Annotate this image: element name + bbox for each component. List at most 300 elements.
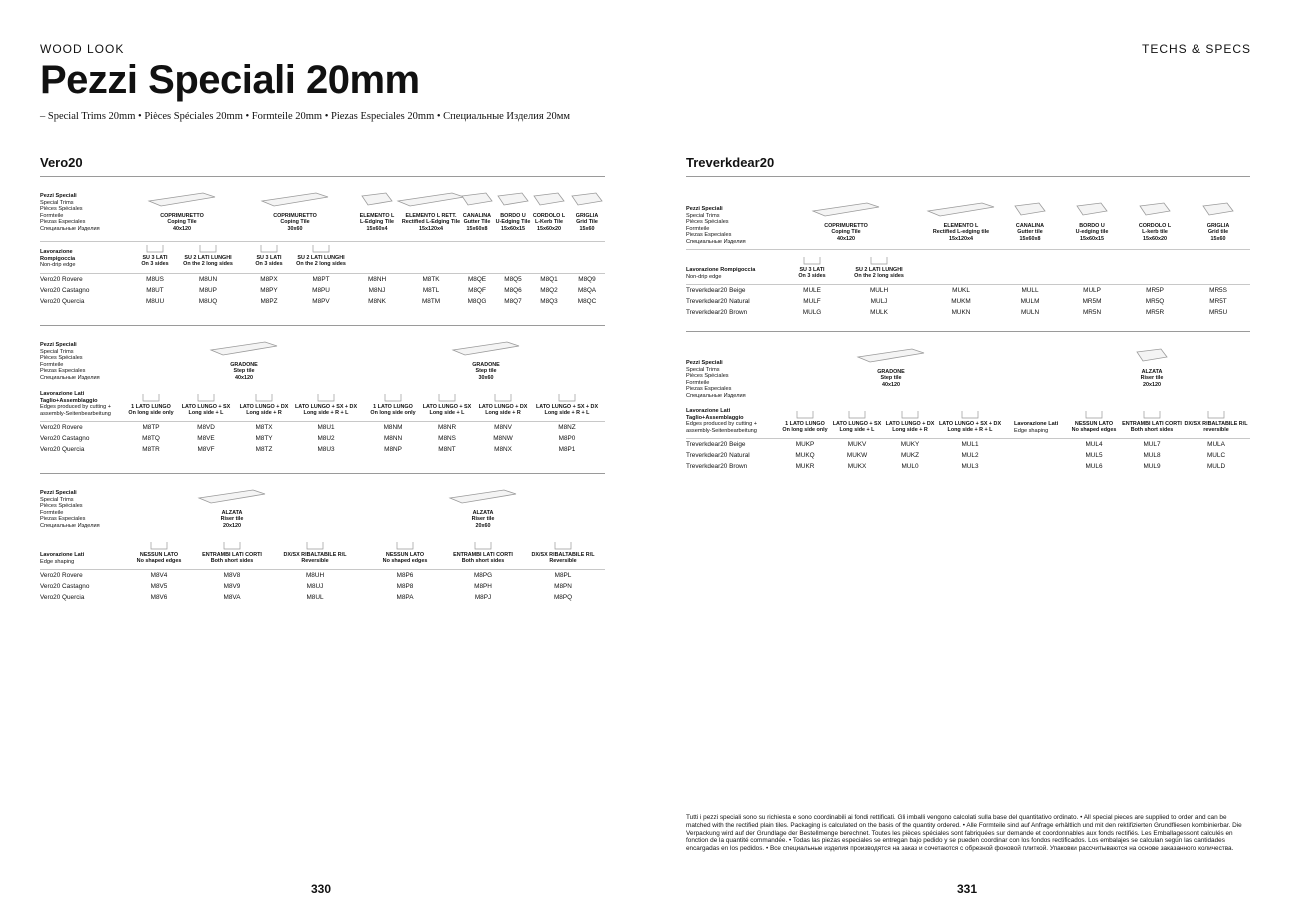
vero-t2-labels-line: Special Trims — [40, 348, 74, 355]
vero-t2-edge-option-5-a: LATO LUNGO + SX — [422, 404, 472, 410]
vero-title-rule — [40, 176, 605, 177]
vero-t1-code-cell: M8Q2 — [540, 287, 558, 294]
vero-u-edging-size: 15x60x15 — [501, 225, 525, 232]
vero-t2-edge-option-2 — [240, 404, 289, 417]
trev-step-40x120-name: GRADONE — [877, 369, 905, 375]
trev-t2-code-cell: MUL0 — [901, 463, 919, 470]
vero-l-kerb-name: CORDOLO L — [532, 213, 566, 219]
section-kicker-right: TECHS & SPECS — [1142, 42, 1252, 56]
vero-t1-rows-rule — [40, 273, 605, 274]
trev-t2-code-cell: MUL6 — [1085, 463, 1103, 470]
vero-t1-sub-2-long-a-a: SU 2 LATI LUNGHI — [184, 255, 232, 261]
trev-t2-option-6-edge-icon — [1207, 410, 1225, 419]
vero-t2-edge-option-0-edge-icon — [142, 393, 160, 402]
vero-t1-sub-3-sides-a-edge-icon — [146, 244, 164, 253]
vero-t2-code-cell: M8TR — [142, 446, 160, 453]
trev-t2-rows-rule — [686, 438, 1250, 439]
vero-t2-edge-option-6-b: Long side + R — [485, 410, 521, 417]
trev-t2-row-label: Treverkdear20 Beige — [686, 441, 746, 448]
trev-grid-name: GRIGLIA — [1206, 223, 1230, 229]
trev-t2-code-cell: MUKW — [846, 452, 868, 459]
vero-t2-edge-option-3-edge-icon — [317, 393, 335, 402]
trev-t1-sub-3-sides — [798, 267, 825, 280]
vero-t2-code-cell: M8P0 — [558, 435, 576, 442]
vero-grid — [576, 213, 598, 232]
trev-t2-labels — [686, 360, 746, 400]
trev-t1-lav-labels-line: Lavorazione Rompigoccia — [686, 267, 756, 273]
vero-t2-edge-option-5-b: Long side + L — [429, 410, 465, 417]
trev-t1-code-cell: MULH — [869, 287, 889, 294]
trev-t1-sub-2-long-edge-icon — [870, 256, 888, 265]
vero-t1-code-cell: M8PV — [312, 298, 330, 305]
vero-t3-shape-option-2 — [284, 552, 347, 565]
vero-t1-code-cell: M8Q5 — [504, 276, 522, 283]
page-subtitle: – Special Trims 20mm • Pièces Spéciales 20mm • Formteile 20mm • Piezas Especiales 20mm • Специальные Изделия 20мм — [40, 111, 571, 122]
vero-t1-labels — [40, 193, 100, 233]
vero-t2-code-cell: M8NS — [438, 435, 456, 442]
vero-step-40x120 — [230, 362, 258, 381]
trev-u-edging — [1076, 223, 1109, 242]
vero-riser-20x120-size: 20x120 — [223, 522, 241, 529]
trev-t2-code-cell: MUL9 — [1143, 463, 1161, 470]
trev-t2-option-5 — [1122, 421, 1182, 434]
trev-t2-option-4 — [1072, 421, 1117, 434]
trev-step-40x120-drawing — [856, 345, 926, 365]
trev-t1-labels-line: Piezas Especiales — [686, 232, 732, 239]
trev-gutter-en: Gutter tile — [1017, 229, 1043, 236]
trev-t1-code-cell: MULF — [803, 298, 821, 305]
vero-t2-edge-option-7 — [536, 404, 598, 417]
vero-t2-lati-labels — [40, 391, 111, 417]
trev-t2-option-4-a: NESSUN LATO — [1074, 421, 1114, 427]
trev-t1-labels-line: Pezzi Speciali — [686, 206, 723, 212]
trev-t1-sub-3-sides-b: On 3 sides — [798, 273, 826, 280]
trev-t2-option-1-edge-icon — [848, 410, 866, 419]
page-title: Pezzi Speciali 20mm — [40, 58, 420, 102]
vero-section-title: Vero20 — [40, 155, 83, 170]
vero-t1-code-cell: M8UN — [198, 276, 218, 283]
vero-t1-code-cell: M8PT — [312, 276, 330, 283]
vero-t2-code-cell: M8U1 — [317, 424, 335, 431]
trev-coping-40x120-size: 40x120 — [837, 235, 855, 242]
vero-t3-shape-option-4-edge-icon — [474, 541, 492, 550]
trev-t1-sub-3-sides-a: SU 3 LATI — [799, 267, 825, 273]
trev-u-edging-en: U-edging tile — [1075, 229, 1109, 236]
trev-t1-code-cell: MUKN — [951, 309, 971, 316]
vero-t1-sub-3-sides-b-edge-icon — [260, 244, 278, 253]
vero-t2-code-cell: M8TP — [142, 424, 160, 431]
trev-t2-labels-line: Formteile — [686, 379, 710, 386]
vero-t3-code-cell: M8V6 — [150, 594, 168, 601]
vero-t1-code-cell: M8Q3 — [540, 298, 558, 305]
trev-t2-edge-labels-line: Lavorazione Lati — [1014, 421, 1059, 427]
vero-t1-code-cell: M8PZ — [260, 298, 278, 305]
trev-t1-labels-line: Специальные Изделия — [686, 238, 746, 245]
trev-t2-option-4-b: No shaped edges — [1071, 427, 1117, 434]
vero-t1-sub-3-sides-a-a: SU 3 LATI — [142, 255, 168, 261]
trev-t2-code-cell: MUKX — [847, 463, 867, 470]
vero-t3-labels-line: Специальные Изделия — [40, 522, 100, 529]
vero-t2-edge-option-7-b: Long side + R + L — [544, 410, 590, 417]
vero-t2-edge-option-6 — [479, 404, 528, 417]
vero-divider-1 — [40, 325, 605, 326]
trev-l-kerb-en: L-kerb tile — [1142, 229, 1168, 236]
trev-coping-40x120-en: Coping Tile — [831, 229, 861, 236]
vero-t3-shape-option-0 — [137, 552, 182, 565]
vero-u-edging — [496, 213, 531, 232]
vero-riser-20x120-name: ALZATA — [221, 510, 243, 516]
vero-coping-30x60-name: COPRIMURETTO — [273, 213, 317, 219]
vero-t2-edge-option-3-a: LATO LUNGO + SX + DX — [294, 404, 358, 410]
trev-t2-lati-labels-line: Taglio+Assemblaggio — [686, 414, 744, 421]
vero-t1-lav-labels-line: Non-drip edge — [40, 262, 76, 269]
vero-t1-code-cell: M8PY — [260, 287, 278, 294]
vero-t2-row-label: Vero20 Quercia — [40, 446, 85, 453]
trev-t1-sub-2-long-b: On the 2 long sides — [854, 273, 904, 280]
vero-t2-edge-option-2-a: LATO LUNGO + DX — [239, 404, 289, 410]
vero-riser-20x120-en: Riser tile — [220, 516, 244, 523]
trev-t2-code-cell: MUKP — [795, 441, 815, 448]
vero-t2-code-cell: M8TX — [255, 424, 273, 431]
vero-grid-drawing — [570, 189, 604, 209]
vero-t2-code-cell: M8U3 — [317, 446, 335, 453]
vero-t2-edge-option-4-edge-icon — [384, 393, 402, 402]
trev-t2-option-2-a: LATO LUNGO + DX — [885, 421, 935, 427]
trev-t1-code-cell: MR5R — [1145, 309, 1165, 316]
vero-t3-labels-line: Pezzi Speciali — [40, 490, 77, 496]
trev-t2-labels-line: Pièces Spéciales — [686, 373, 729, 380]
trev-t1-labels — [686, 206, 746, 246]
vero-t1-code-cell: M8Q6 — [504, 287, 522, 294]
trev-t1-code-cell: MR5M — [1082, 298, 1102, 305]
vero-step-40x120-size: 40x120 — [235, 374, 253, 381]
trev-t1-code-cell: MUKM — [951, 298, 971, 305]
vero-coping-30x60 — [273, 213, 317, 232]
vero-t1-code-cell: M8UT — [146, 287, 164, 294]
vero-t1-row-label: Vero20 Rovere — [40, 276, 83, 283]
vero-t2-lati-labels-line: assembly-Seitenbearbeitung — [40, 410, 111, 417]
vero-l-kerb-drawing — [532, 189, 566, 209]
vero-t1-code-cell: M8QC — [577, 298, 597, 305]
vero-t1-sub-2-long-b — [296, 255, 346, 268]
vero-t1-sub-2-long-a — [183, 255, 233, 268]
vero-t1-sub-2-long-b-b: On the 2 long sides — [296, 261, 346, 268]
trev-t2-option-5-b: Both short sides — [1130, 427, 1174, 434]
trev-l-edging-size: 15x120x4 — [949, 235, 973, 242]
vero-t2-edge-option-2-b: Long side + R — [246, 410, 282, 417]
trev-t1-code-cell: MR5N — [1082, 309, 1102, 316]
vero-t3-edge-labels-line: Lavorazione Lati — [40, 552, 85, 558]
vero-t1-labels-line: Специальные Изделия — [40, 225, 100, 232]
vero-t1-sub-3-sides-a-b: On 3 sides — [141, 261, 169, 268]
trev-t2-lati-labels-line: Lavorazione Lati — [686, 408, 731, 414]
vero-t1-code-cell: M8Q9 — [578, 276, 596, 283]
trev-t1-labels-line: Special Trims — [686, 212, 720, 219]
vero-t3-edge-labels-line: Edge shaping — [40, 558, 75, 565]
vero-t2-code-cell: M8NP — [384, 446, 402, 453]
trev-t2-code-cell: MUL4 — [1085, 441, 1103, 448]
vero-step-30x60-size: 30x60 — [478, 374, 494, 381]
vero-t1-code-cell: M8PU — [312, 287, 330, 294]
vero-t3-shape-option-1 — [202, 552, 262, 565]
trev-t2-code-cell: MUL1 — [961, 441, 979, 448]
vero-t1-labels-line: Special Trims — [40, 199, 74, 206]
vero-riser-20x60-name: ALZATA — [472, 510, 494, 516]
trev-riser-20x120-drawing — [1135, 345, 1169, 365]
vero-t2-code-cell: M8NW — [493, 435, 513, 442]
trev-t2-code-cell: MUKZ — [900, 452, 920, 459]
vero-step-30x60-drawing — [451, 338, 521, 358]
vero-t3-row-label: Vero20 Rovere — [40, 572, 83, 579]
trev-t2-option-0-b: On long side only — [782, 427, 828, 434]
vero-t3-labels-line: Special Trims — [40, 496, 74, 503]
vero-step-40x120-name: GRADONE — [230, 362, 258, 368]
vero-t2-labels — [40, 342, 100, 382]
trev-t1-code-cell: MULM — [1020, 298, 1040, 305]
trev-t2-edge-labels — [1014, 421, 1058, 434]
vero-t3-shape-option-4-a: ENTRAMBI LATI CORTI — [453, 552, 513, 558]
trev-riser-20x120-en: Riser tile — [1140, 375, 1164, 382]
vero-t2-edge-option-4-a: 1 LATO LUNGO — [373, 404, 413, 410]
vero-step-40x120-en: Step tile — [233, 368, 255, 375]
trev-t2-option-2 — [886, 421, 935, 434]
vero-riser-20x60 — [472, 510, 495, 529]
vero-grid-size: 15x60 — [579, 225, 595, 232]
trev-t2-lati-labels — [686, 408, 757, 434]
trev-t2-code-cell: MUKR — [795, 463, 815, 470]
vero-t2-edge-option-1-edge-icon — [197, 393, 215, 402]
trev-riser-20x120-size: 20x120 — [1143, 381, 1161, 388]
vero-t2-lati-labels-line: Lavorazione Lati — [40, 391, 85, 397]
vero-t2-edge-option-6-a: LATO LUNGO + DX — [478, 404, 528, 410]
trev-t2-code-cell: MUL7 — [1143, 441, 1161, 448]
vero-t2-code-cell: M8VE — [197, 435, 215, 442]
trev-riser-20x120 — [1141, 369, 1164, 388]
footnote: Tutti i pezzi speciali sono su richiesta e sono coordinabili ai fondi rettificati. Gli imballi vengono calcolati sulla base del quantitativo ordinato. • All special pieces are supplied to order and can be matched with the rectified plain tiles. Packaging is calculated on the basis of the quantity ordered. • Alle Formteile sind auf Anfrage erhältlich und mit den rektifizierten Grundfliesen kombinierbar. Die Verpackung wird auf der Grundlage der Bestellmenge berechnet. Toutes les pièces spéciales sont fabriquées sur demande et coordonnables aux fonds rectifiés. Les Emballagessont calculés en fonction de la quantité commandée. • Todas las piezas especiales se entregan bajo pedido y se pueden coordinar con los fondos rectificados. Los embalajes se calculan según las cantidades encargadas en los pedidos. • Все специальные изделия производятся на заказ и сочетаются с обрезной фоновой плиткой. Упаковки рассчитываются на основе заказанного количества. — [686, 814, 1242, 853]
vero-t1-code-cell: M8US — [146, 276, 164, 283]
vero-t3-code-cell: M8PJ — [474, 594, 492, 601]
vero-gutter-en: Gutter Tile — [463, 219, 491, 226]
trev-grid-drawing — [1201, 199, 1235, 219]
trev-gutter-name: CANALINA — [1015, 223, 1045, 229]
vero-t1-code-cell: M8UQ — [198, 298, 218, 305]
vero-t2-edge-option-7-a: LATO LUNGO + SX + DX — [535, 404, 599, 410]
vero-t3-code-cell: M8PN — [554, 583, 572, 590]
vero-l-edging-rett — [402, 213, 460, 232]
vero-u-edging-en: U-Edging Tile — [495, 219, 531, 226]
vero-t2-code-cell: M8TQ — [142, 435, 160, 442]
vero-t3-row-label: Vero20 Quercia — [40, 594, 85, 601]
vero-t3-shape-option-2-b: Reversible — [301, 558, 329, 565]
vero-t1-header-rule — [40, 241, 605, 242]
vero-t2-labels-line: Pezzi Speciali — [40, 342, 77, 348]
vero-t3-code-cell: M8PA — [396, 594, 414, 601]
vero-t3-code-cell: M8PH — [474, 583, 492, 590]
vero-t1-code-cell: M8NK — [368, 298, 386, 305]
vero-t1-sub-3-sides-b-b: On 3 sides — [255, 261, 283, 268]
trev-coping-40x120-drawing — [811, 199, 881, 219]
trev-t2-option-0 — [782, 421, 827, 434]
trev-t1-labels-line: Formteile — [686, 225, 710, 232]
trev-t1-code-cell: MULG — [802, 309, 822, 316]
vero-t1-code-cell: M8QA — [577, 287, 597, 294]
trev-grid-en: Grid tile — [1207, 229, 1229, 236]
vero-t3-code-cell: M8PG — [473, 572, 493, 579]
trev-t1-code-cell: MR5T — [1209, 298, 1227, 305]
trev-t1-sub-3-sides-edge-icon — [803, 256, 821, 265]
trev-t2-edge-labels-line: Edge shaping — [1014, 427, 1049, 434]
vero-t2-code-cell: M8TZ — [255, 446, 273, 453]
vero-t3-labels-line: Formteile — [40, 509, 64, 516]
vero-t2-lati-labels-line: Taglio+Assemblaggio — [40, 397, 98, 404]
vero-t3-rows-rule — [40, 569, 605, 570]
trev-t1-lav-labels-line: Non-drip edge — [686, 273, 722, 280]
vero-t2-edge-option-2-edge-icon — [255, 393, 273, 402]
vero-t2-edge-option-0 — [128, 404, 173, 417]
vero-t2-code-cell: M8VD — [197, 424, 215, 431]
trev-t2-option-1 — [833, 421, 881, 434]
vero-t2-edge-option-4-b: On long side only — [370, 410, 416, 417]
trev-step-40x120-en: Step tile — [880, 375, 902, 382]
trev-t2-option-5-edge-icon — [1143, 410, 1161, 419]
vero-t2-code-cell: M8NX — [494, 446, 512, 453]
vero-t3-shape-option-2-edge-icon — [306, 541, 324, 550]
vero-t2-edge-option-4 — [370, 404, 415, 417]
vero-t2-labels-line: Piezas Especiales — [40, 368, 86, 375]
vero-l-edging-size: 15x60x4 — [366, 225, 388, 232]
vero-t3-shape-option-1-a: ENTRAMBI LATI CORTI — [202, 552, 262, 558]
trev-t2-option-1-a: LATO LUNGO + SX — [832, 421, 882, 427]
trev-l-kerb — [1139, 223, 1171, 242]
trev-t2-labels-line: Специальные Изделия — [686, 392, 746, 399]
vero-t2-edge-option-1-a: LATO LUNGO + SX — [181, 404, 231, 410]
vero-t3-labels-line: Piezas Especiales — [40, 516, 86, 523]
vero-t2-edge-option-1-b: Long side + L — [188, 410, 224, 417]
vero-t3-labels-line: Pièces Spéciales — [40, 503, 83, 510]
trev-divider-1 — [686, 331, 1250, 332]
vero-t2-edge-option-5 — [423, 404, 471, 417]
vero-t2-lati-labels-line: Edges produced by cutting + — [40, 404, 112, 411]
vero-t3-shape-option-0-b: No shaped edges — [136, 558, 182, 565]
section-kicker: WOOD LOOK — [40, 42, 125, 56]
trev-t1-code-cell: MR5S — [1209, 287, 1227, 294]
trev-t2-option-0-edge-icon — [796, 410, 814, 419]
vero-t3-shape-option-3-a: NESSUN LATO — [385, 552, 425, 558]
vero-t3-code-cell: M8V4 — [150, 572, 168, 579]
trev-t2-code-cell: MUL3 — [961, 463, 979, 470]
trev-t1-row-label: Treverkdear20 Beige — [686, 287, 746, 294]
vero-t3-code-cell: M8PL — [554, 572, 572, 579]
vero-t3-labels — [40, 490, 100, 530]
vero-gutter-name: CANALINA — [462, 213, 492, 219]
vero-t1-code-cell: M8TL — [422, 287, 440, 294]
vero-t2-code-cell: M8VF — [197, 446, 215, 453]
vero-t2-edge-option-3-b: Long side + R + L — [303, 410, 349, 417]
vero-t1-row-label: Vero20 Castagno — [40, 287, 90, 294]
vero-t1-labels-line: Piezas Especiales — [40, 219, 86, 226]
vero-t3-code-cell: M8VA — [223, 594, 241, 601]
trev-t2-option-3 — [939, 421, 1001, 434]
vero-riser-20x60-drawing — [448, 486, 518, 506]
trev-t2-labels-line: Special Trims — [686, 366, 720, 373]
vero-t1-sub-2-long-b-edge-icon — [312, 244, 330, 253]
trev-t1-code-cell: MULJ — [870, 298, 888, 305]
vero-l-kerb-en: L-Kerb Tile — [534, 219, 564, 226]
vero-gutter-drawing — [460, 189, 494, 209]
trev-t2-lati-labels-line: Edges produced by cutting + — [686, 421, 758, 428]
vero-t3-code-cell: M8UJ — [306, 583, 324, 590]
trev-u-edging-size: 15x60x15 — [1080, 235, 1104, 242]
vero-t1-sub-3-sides-b-a: SU 3 LATI — [256, 255, 282, 261]
vero-t2-labels-line: Специальные Изделия — [40, 374, 100, 381]
vero-t3-shape-option-0-edge-icon — [150, 541, 168, 550]
trev-t2-option-2-b: Long side + R — [892, 427, 928, 434]
trev-t1-row-label: Treverkdear20 Natural — [686, 298, 750, 305]
trev-t2-code-cell: MULA — [1207, 441, 1225, 448]
vero-t1-code-cell: M8QG — [467, 298, 487, 305]
vero-t1-sub-3-sides-a — [141, 255, 168, 268]
trev-t1-code-cell: MR5P — [1146, 287, 1164, 294]
page-number-right: 331 — [957, 882, 978, 896]
vero-gutter-size: 15x60x8 — [466, 225, 488, 232]
vero-coping-30x60-en: Coping Tile — [280, 219, 310, 226]
vero-t2-code-cell: M8TY — [255, 435, 273, 442]
vero-t3-shape-option-3 — [383, 552, 428, 565]
trev-t2-code-cell: MULD — [1206, 463, 1226, 470]
vero-t3-shape-option-4 — [453, 552, 513, 565]
trev-coping-40x120 — [824, 223, 868, 242]
vero-t3-shape-option-2-a: DX/SX RIBALTABILE R/L — [283, 552, 347, 558]
vero-t1-code-cell: M8Q1 — [540, 276, 558, 283]
trev-t2-labels-line: Pezzi Speciali — [686, 360, 723, 366]
vero-t3-edge-labels — [40, 552, 84, 565]
vero-l-edging-rett-en: Rectified L-Edging Tile — [401, 219, 461, 226]
trev-t2-code-cell: MUKQ — [795, 452, 815, 459]
trev-t1-code-cell: MULN — [1020, 309, 1040, 316]
vero-divider-2 — [40, 473, 605, 474]
trev-t2-option-0-a: 1 LATO LUNGO — [785, 421, 825, 427]
vero-t1-code-cell: M8Q7 — [504, 298, 522, 305]
vero-gutter — [463, 213, 491, 232]
vero-l-edging-rett-size: 15x120x4 — [419, 225, 443, 232]
vero-l-edging-rett-name: ELEMENTO L RETT. — [405, 213, 457, 219]
vero-t2-edge-option-0-a: 1 LATO LUNGO — [131, 404, 171, 410]
trev-t2-code-cell: MULC — [1206, 452, 1226, 459]
vero-u-edging-drawing — [496, 189, 530, 209]
vero-t1-lav-labels — [40, 249, 75, 269]
trev-t2-option-2-edge-icon — [901, 410, 919, 419]
trev-t1-sub-2-long — [854, 267, 904, 280]
trev-section-title: Treverkdear20 — [686, 155, 775, 170]
vero-t3-shape-option-0-a: NESSUN LATO — [139, 552, 179, 558]
trev-t1-sub-2-long-a: SU 2 LATI LUNGHI — [855, 267, 903, 273]
vero-t2-code-cell: M8NN — [383, 435, 403, 442]
vero-t2-edge-option-3 — [295, 404, 357, 417]
vero-t2-labels-line: Formteile — [40, 361, 64, 368]
trev-t1-code-cell: MULE — [803, 287, 821, 294]
trev-t1-code-cell: MULK — [870, 309, 888, 316]
vero-t2-code-cell: M8U2 — [317, 435, 335, 442]
trev-t2-option-6-a: DX/SX RIBALTABILE R/L — [1184, 421, 1248, 427]
vero-t2-edge-option-6-edge-icon — [494, 393, 512, 402]
vero-t1-code-cell: M8UP — [199, 287, 217, 294]
trev-t2-option-6 — [1185, 421, 1248, 434]
vero-t2-edge-option-7-edge-icon — [558, 393, 576, 402]
vero-t2-code-cell: M8P1 — [558, 446, 576, 453]
trev-step-40x120-size: 40x120 — [882, 381, 900, 388]
trev-gutter-drawing — [1013, 199, 1047, 219]
vero-t1-code-cell: M8QE — [467, 276, 487, 283]
